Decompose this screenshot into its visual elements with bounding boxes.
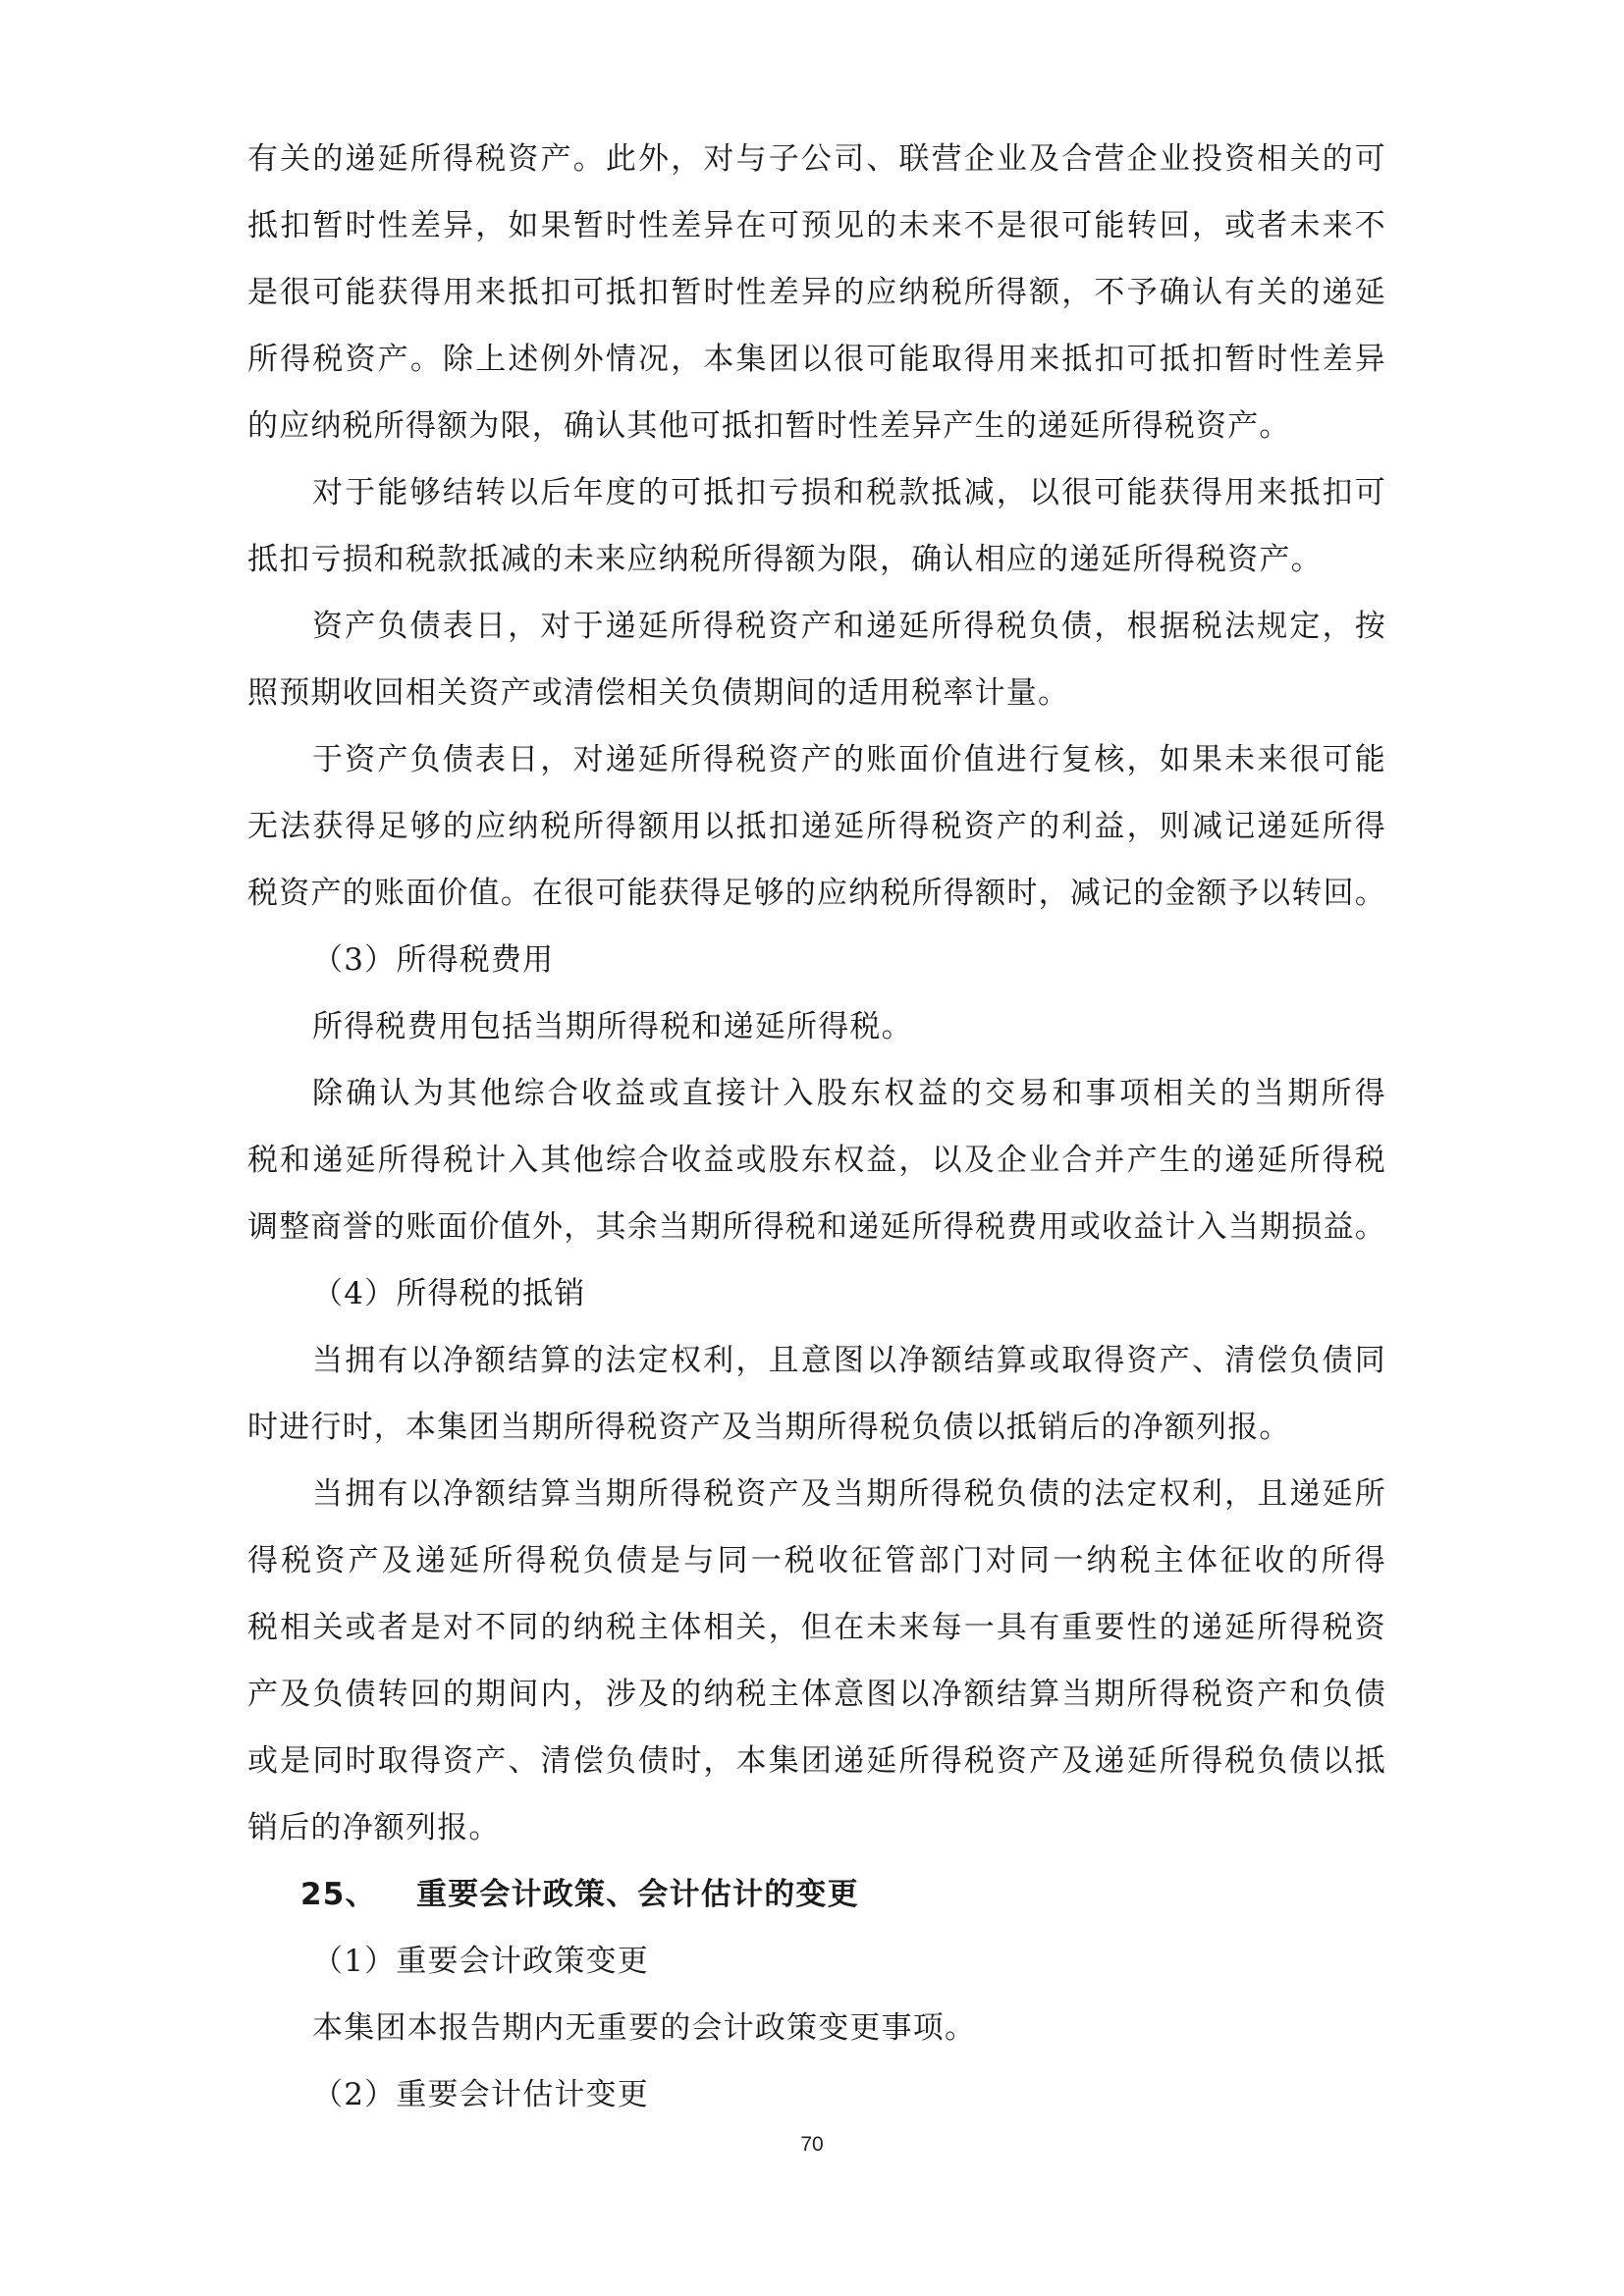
- paragraph-line: 本集团本报告期内无重要的会计政策变更事项。: [312, 2010, 977, 2046]
- paragraph-line: 有关的递延所得税资产。此外，对与子公司、联营企业及合营企业投资相关的可: [247, 141, 1386, 177]
- paragraph-line: 税相关或者是对不同的纳税主体相关，但在未来每一具有重要性的递延所得税资: [247, 1610, 1386, 1645]
- paragraph-line: 的应纳税所得额为限，确认其他可抵扣暂时性差异产生的递延所得税资产。: [247, 408, 1291, 444]
- paragraph-line: 当拥有以净额结算当期所得税资产及当期所得税负债的法定权利，且递延所: [312, 1476, 1386, 1512]
- subheading: （2）重要会计估计变更: [312, 2077, 649, 2112]
- paragraph-line: 照预期收回相关资产或清偿相关负债期间的适用税率计量。: [247, 675, 1070, 711]
- paragraph-line: 资产负债表日，对于递延所得税资产和递延所得税负债，根据税法规定，按: [312, 609, 1386, 644]
- page-number: 70: [800, 2133, 824, 2156]
- paragraph-line: 对于能够结转以后年度的可抵扣亏损和税款抵减，以很可能获得用来抵扣可: [312, 475, 1386, 510]
- paragraph-line: 所得税资产。除上述例外情况，本集团以很可能取得用来抵扣可抵扣暂时性差异: [247, 342, 1386, 377]
- section-heading: [300, 1875, 859, 1914]
- paragraph-line: 得税资产及递延所得税负债是与同一税收征管部门对同一纳税主体征收的所得: [247, 1543, 1386, 1578]
- paragraph-line: 抵扣暂时性差异，如果暂时性差异在可预见的未来不是很可能转回，或者未来不: [247, 208, 1386, 243]
- paragraph-line: 调整商誉的账面价值外，其余当期所得税和递延所得税费用或收益计入当期损益。: [247, 1209, 1386, 1245]
- paragraph-line: 产及负债转回的期间内，涉及的纳税主体意图以净额结算当期所得税资产和负债: [247, 1677, 1386, 1712]
- paragraph-line: 或是同时取得资产、清偿负债时，本集团递延所得税资产及递延所得税负债以抵: [247, 1743, 1386, 1779]
- paragraph-line: 时进行时，本集团当期所得税资产及当期所得税负债以抵销后的净额列报。: [247, 1410, 1291, 1445]
- section-title: 重要会计政策、会计估计的变更: [416, 1877, 859, 1912]
- paragraph-line: 销后的净额列报。: [247, 1810, 501, 1845]
- paragraph-line: 所得税费用包括当期所得税和递延所得税。: [312, 1009, 913, 1044]
- paragraph-line: 除确认为其他综合收益或直接计入股东权益的交易和事项相关的当期所得: [312, 1076, 1386, 1111]
- paragraph-line: 抵扣亏损和税款抵减的未来应纳税所得额为限，确认相应的递延所得税资产。: [247, 542, 1323, 577]
- paragraph-line: 无法获得足够的应纳税所得额用以抵扣递延所得税资产的利益，则减记递延所得: [247, 809, 1386, 844]
- paragraph-line: 于资产负债表日，对递延所得税资产的账面价值进行复核，如果未来很可能: [312, 742, 1386, 777]
- subheading: （4）所得税的抵销: [312, 1276, 586, 1311]
- subheading: （3）所得税费用: [312, 942, 555, 978]
- paragraph-line: 当拥有以净额结算的法定权利，且意图以净额结算或取得资产、清偿负债同: [312, 1343, 1386, 1378]
- paragraph-line: 是很可能获得用来抵扣可抵扣暂时性差异的应纳税所得额，不予确认有关的递延: [247, 275, 1386, 310]
- paragraph-line: 税和递延所得税计入其他综合收益或股东权益，以及企业合并产生的递延所得税: [247, 1143, 1386, 1178]
- section-number: 25、: [300, 1877, 377, 1912]
- subheading: （1）重要会计政策变更: [312, 1944, 649, 1979]
- paragraph-line: 税资产的账面价值。在很可能获得足够的应纳税所得额时，减记的金额予以转回。: [247, 876, 1386, 911]
